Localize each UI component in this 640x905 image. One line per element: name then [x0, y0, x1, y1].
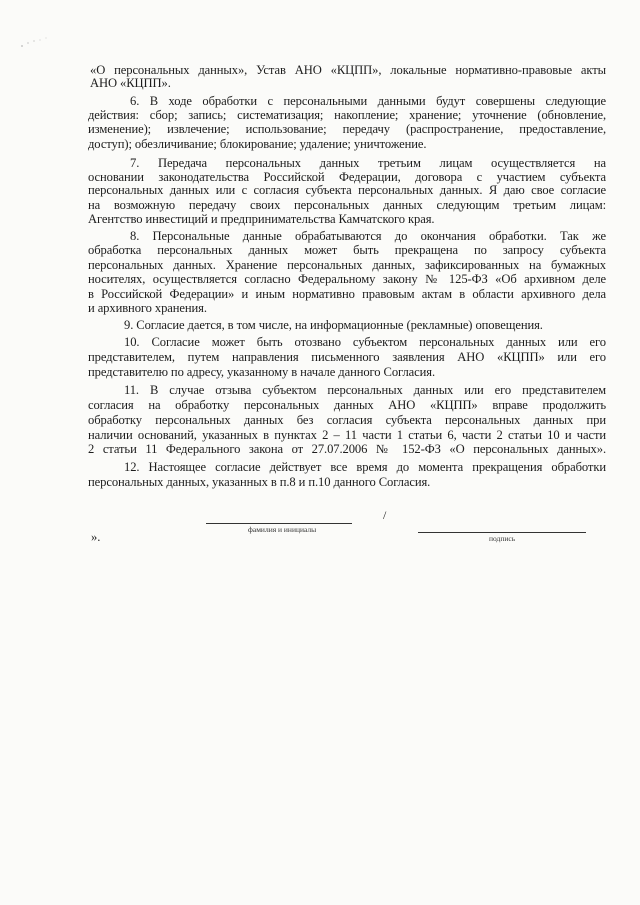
text-line: доступ); обезличивание; блокирование; удаление; уничтожение. [88, 137, 427, 151]
text-line: 7. Передача персональных данных третьим лицам осуществляется на [130, 156, 606, 170]
signature-caption: подпись [489, 534, 516, 543]
text-line: на возможную передачу своих персональных данных следующим третьим лицам: [88, 198, 606, 212]
scan-noise [18, 34, 58, 54]
text-line: 9. Согласие дается, в том числе, на информационные (рекламные) оповещения. [124, 318, 543, 332]
text-line: изменение); извлечение; использование; передачу (распространение, предоставление, [88, 122, 606, 136]
text-line: «О персональных данных», Устав АНО «КЦПП», локальные нормативно-правовые акты [90, 63, 606, 77]
text-line: обработку персональных данных без согласия субъекта персональных данных при [88, 413, 606, 427]
text-line: согласия на обработку персональных данных АНО «КЦПП» вправе продолжить [88, 398, 606, 412]
name-caption: фамилия и инициалы [248, 525, 317, 534]
text-line: носителях, осуществляется согласно Федеральному закону № 125-ФЗ «Об архивном деле [88, 272, 606, 286]
text-line: Агентство инвестиций и предпринимательства Камчатского края. [88, 212, 435, 226]
text-line: в Российской Федерации» и иным нормативно правовым актам в области архивного дела [88, 287, 606, 301]
closing-quote: ». [91, 530, 101, 544]
text-line: персональных данных, указанных в п.8 и п.10 данного Согласия. [88, 475, 431, 489]
text-line: 6. В ходе обработки с персональными данными будут совершены следующие [130, 94, 606, 108]
text-line: представителем, путем направления письменного заявления АНО «КЦПП» или его [88, 350, 606, 364]
text-line: обработка персональных данных может быть прекращена по запросу субъекта [88, 243, 606, 257]
text-line: представителю по адресу, указанному в начале данного Согласия. [88, 365, 436, 379]
text-line: 2 статьи 11 Федерального закона от 27.07.2006 № 152-ФЗ «О персональных данных». [88, 442, 606, 456]
text-line: 12. Настоящее согласие действует все время до момента прекращения обработки [124, 460, 606, 474]
text-line: персональных данных. Хранение персональных данных, зафиксированных на бумажных [88, 258, 606, 272]
text-line: действия: сбор; запись; систематизация; накопление; хранение; уточнение (обновление, [88, 108, 606, 122]
signature-line [418, 532, 586, 533]
text-line: и архивного хранения. [88, 301, 207, 315]
text-line: основании законодательства Российской Федерации, договора с участием субъекта [88, 170, 606, 184]
text-line: 8. Персональные данные обрабатываются до окончания обработки. Так же [130, 229, 606, 243]
text-line: 10. Согласие может быть отозвано субъектом персональных данных или его [124, 335, 606, 349]
text-line: 11. В случае отзыва субъектом персональных данных или его представителем [124, 383, 606, 397]
text-line: наличии оснований, указанных в пунктах 2 – 11 части 1 статьи 6, части 2 статьи 10 и части [88, 428, 606, 442]
signature-slash: / [383, 508, 387, 522]
text-line: персональных данных или с согласия субъекта персональных данных. Я даю свое согласие [88, 183, 606, 197]
text-line: АНО «КЦПП». [90, 76, 171, 90]
name-line [206, 523, 352, 524]
